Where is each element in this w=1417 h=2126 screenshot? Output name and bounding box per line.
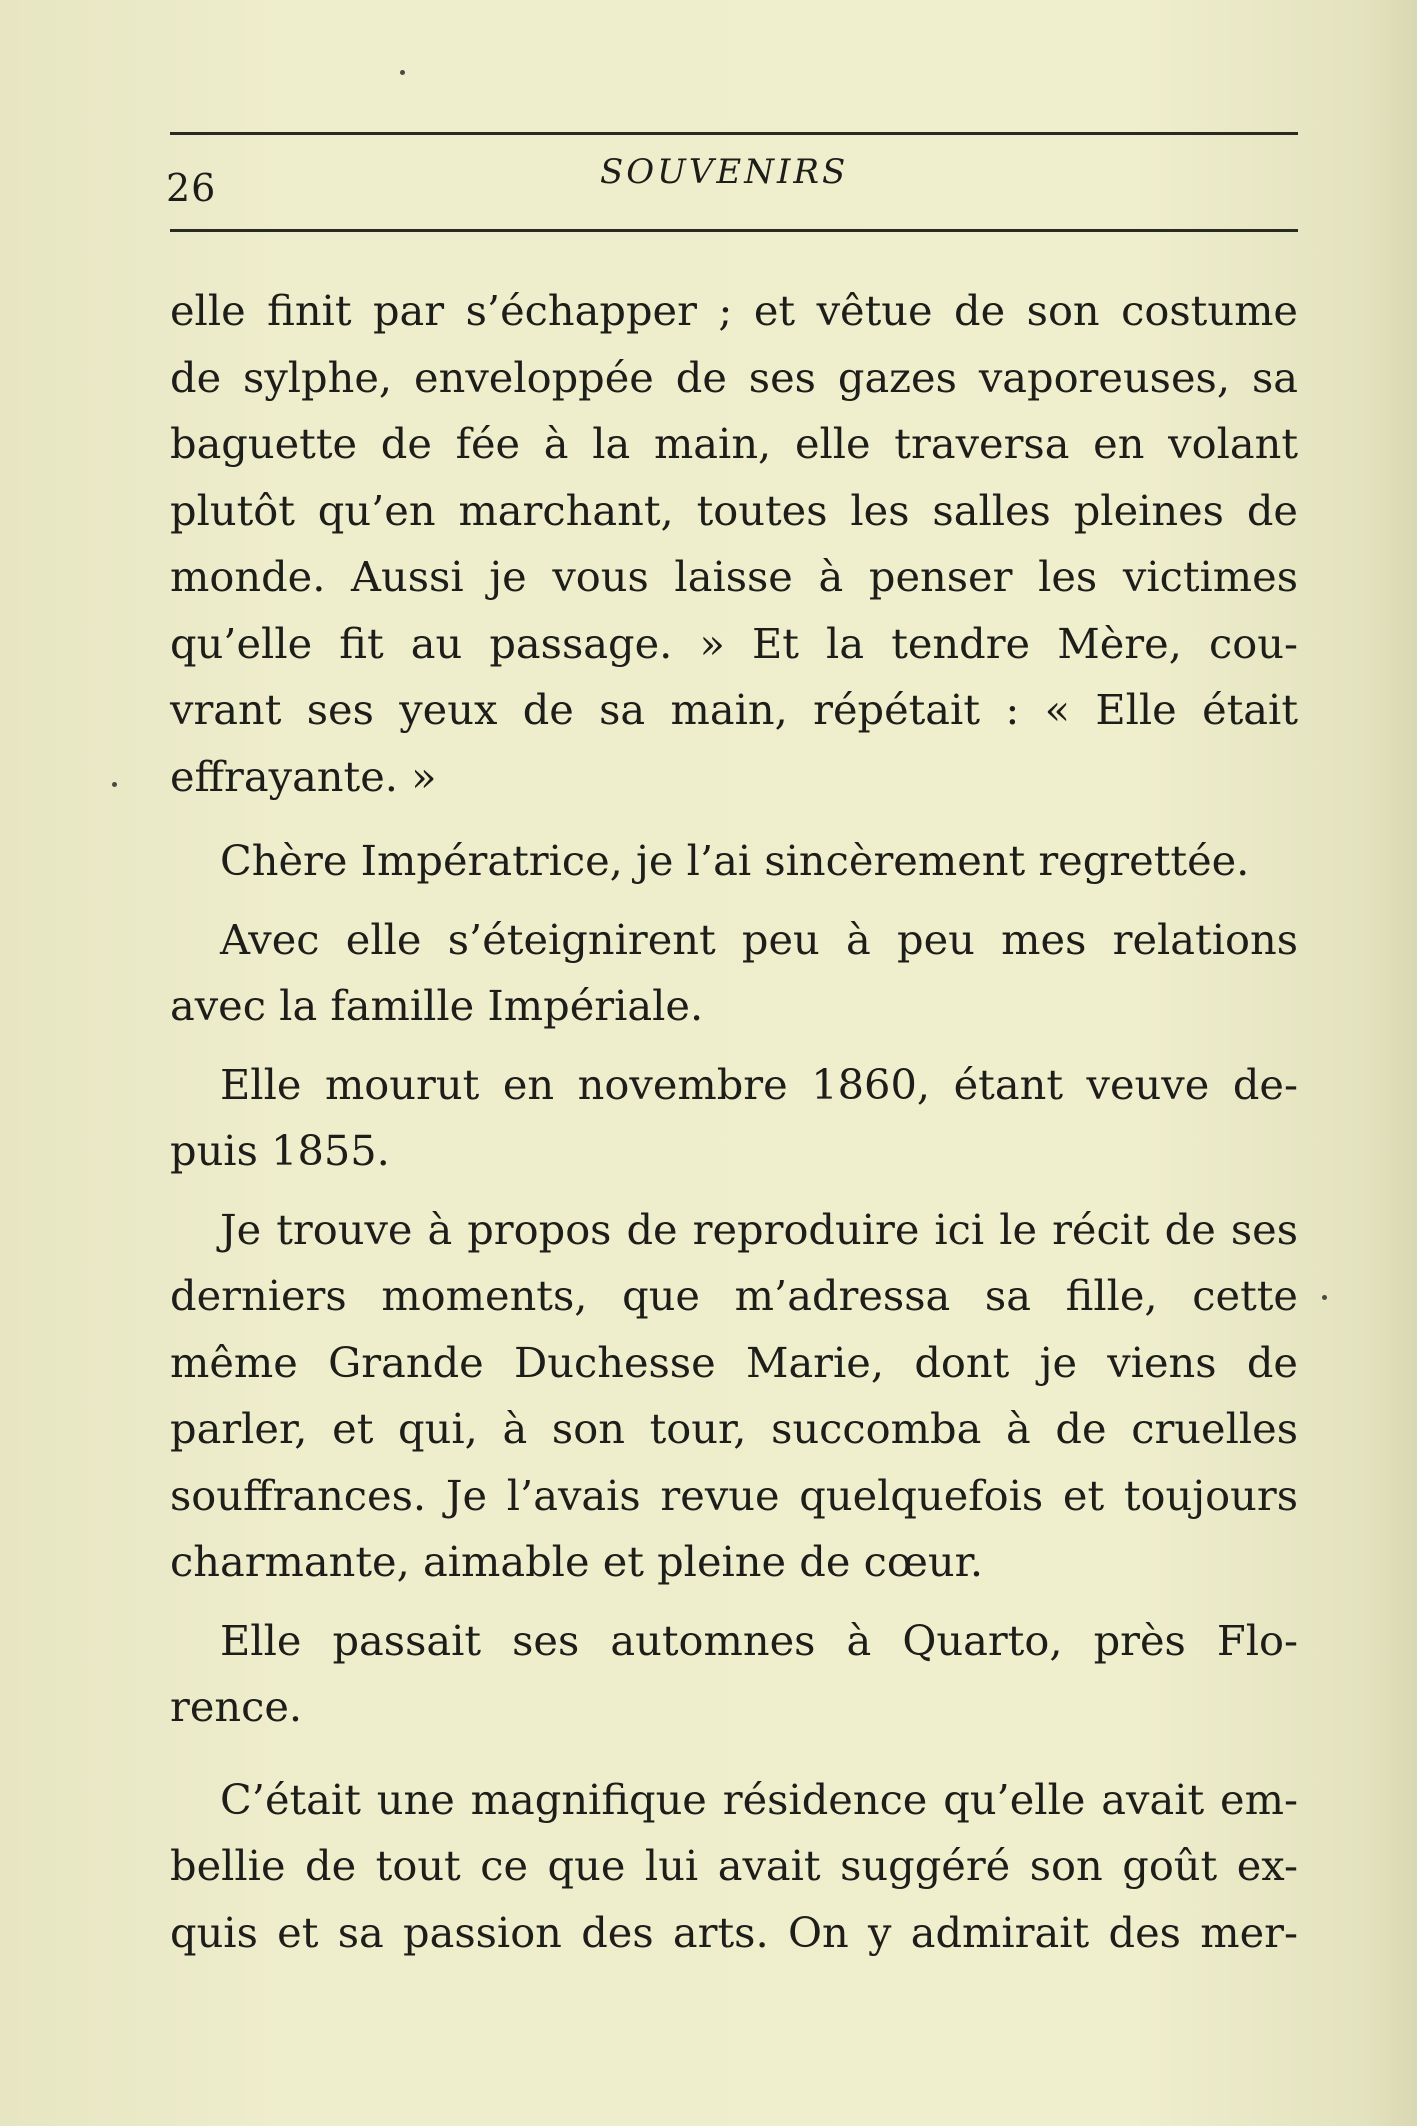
text-line: Chère Impératrice, je l’ai sincèrement regrettée. bbox=[220, 836, 1250, 885]
running-title: SOUVENIRS bbox=[600, 152, 849, 192]
paragraph bbox=[170, 1052, 1298, 1185]
text-line: souffrances. Je l’avais revue quelquefois et toujours bbox=[170, 1470, 1298, 1520]
text-line: qu’elle fit au passage. » Et la tendre Mère, cou- bbox=[170, 618, 1298, 668]
text-line: plutôt qu’en marchant, toutes les salles pleines de bbox=[170, 485, 1298, 535]
text-line: baguette de fée à la main, elle traversa en volant bbox=[170, 419, 1298, 468]
text-line: rence. bbox=[170, 1682, 303, 1731]
text-line: Je trouve à propos de reproduire ici le récit de ses bbox=[220, 1204, 1298, 1254]
paragraph bbox=[170, 1608, 1298, 1741]
page-number: 26 bbox=[166, 166, 217, 210]
body-text bbox=[170, 278, 1298, 1966]
text-line: C’était une magnifique résidence qu’elle avait em- bbox=[220, 1774, 1298, 1824]
text-line: Elle mourut en novembre 1860, étant veuve de- bbox=[220, 1059, 1298, 1109]
text-line: même Grande Duchesse Marie, dont je viens de bbox=[170, 1337, 1298, 1387]
paragraph bbox=[170, 1197, 1298, 1596]
text-line: quis et sa passion des arts. On y admirait des mer- bbox=[170, 1907, 1298, 1957]
text-line: puis 1855. bbox=[170, 1126, 390, 1175]
print-speck bbox=[1322, 1295, 1327, 1300]
paragraph bbox=[170, 907, 1298, 1040]
text-line: de sylphe, enveloppée de ses gazes vaporeuses, sa bbox=[170, 352, 1298, 402]
text-line: bellie de tout ce que lui avait suggéré son goût ex- bbox=[170, 1841, 1298, 1890]
text-line: parler, et qui, à son tour, succomba à de cruelles bbox=[170, 1404, 1298, 1453]
header-rule-bottom bbox=[170, 229, 1298, 232]
print-speck bbox=[112, 782, 117, 787]
text-line: charmante, aimable et pleine de cœur. bbox=[170, 1537, 984, 1586]
header-rule-top bbox=[170, 132, 1298, 135]
paragraph bbox=[170, 828, 1298, 895]
text-line: effrayante. » bbox=[170, 751, 437, 801]
paragraph bbox=[170, 278, 1298, 810]
text-line: Avec elle s’éteignirent peu à peu mes relations bbox=[220, 914, 1298, 964]
text-line: Elle passait ses automnes à Quarto, près Flo- bbox=[220, 1615, 1298, 1665]
text-line: monde. Aussi je vous laisse à penser les victimes bbox=[170, 552, 1298, 601]
text-line: elle finit par s’échapper ; et vêtue de son costume bbox=[170, 286, 1298, 335]
print-speck bbox=[400, 70, 405, 75]
paragraph bbox=[170, 1767, 1298, 1967]
text-line: avec la famille Impériale. bbox=[170, 981, 704, 1030]
text-line: derniers moments, que m’adressa sa fille, cette bbox=[170, 1271, 1298, 1320]
text-line: vrant ses yeux de sa main, répétait : « Elle était bbox=[170, 685, 1298, 734]
